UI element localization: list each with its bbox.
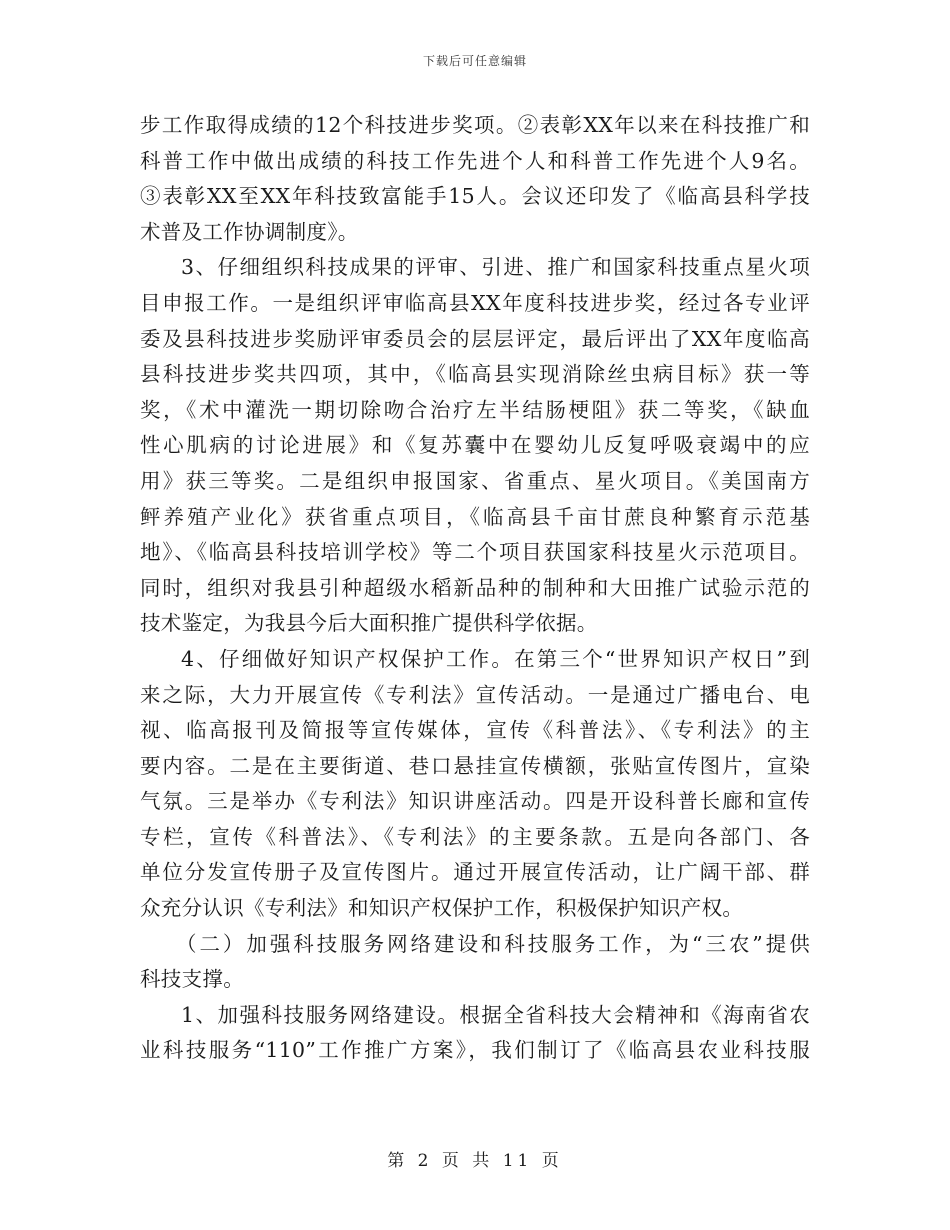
- text-line: 专栏，宣传《科普法》、《专利法》的主要条款。五是向各部门、各: [140, 824, 810, 849]
- text-line: 用》获三等奖。二是组织申报国家、省重点、星火项目。《美国南方: [140, 468, 810, 493]
- text-line: 同时，组织对我县引种超级水稻新品种的制种和大田推广试验示范的: [140, 575, 810, 600]
- text-line: 3、仔细组织科技成果的评审、引进、推广和国家科技重点星火项: [181, 255, 810, 280]
- text-line: 目申报工作。一是组织评审临高县XX年度科技进步奖，经过各专业评: [140, 290, 810, 315]
- text-line: 众充分认识《专利法》和知识产权保护工作，积极保护知识产权。: [140, 896, 744, 921]
- text-line: 技术鉴定，为我县今后大面积推广提供科学依据。: [140, 611, 598, 636]
- text-line: 地》、《临高县科技培训学校》等二个项目获国家科技星火示范项目。: [140, 540, 810, 565]
- text-line: （二）加强科技服务网络建设和科技服务工作，为“三农”提供: [176, 931, 810, 956]
- text-line: 视、临高报刊及简报等宣传媒体，宣传《科普法》、《专利法》的主: [140, 718, 810, 743]
- document-body: [140, 108, 810, 1069]
- text-line: 科技支撑。: [140, 967, 244, 992]
- text-line: 鲆养殖产业化》获省重点项目，《临高县千亩甘蔗良种繁育示范基: [140, 504, 810, 529]
- text-line: 气氛。三是举办《专利法》知识讲座活动。四是开设科普长廊和宣传: [140, 789, 810, 814]
- text-line: 委及县科技进步奖励评审委员会的层层评定，最后评出了XX年度临高: [140, 326, 810, 351]
- page-number-footer: 第 2 页 共 11 页: [387, 1151, 563, 1171]
- text-line: 步工作取得成绩的12个科技进步奖项。②表彰XX年以来在科技推广和: [140, 113, 810, 137]
- text-line: 奖，《术中灌洗一期切除吻合治疗左半结肠梗阻》获二等奖，《缺血: [140, 397, 810, 422]
- text-line: 1、加强科技服务网络建设。根据全省科技大会精神和《海南省农: [181, 1002, 810, 1027]
- text-line: 单位分发宣传册子及宣传图片。通过开展宣传活动，让广阔干部、群: [140, 860, 810, 885]
- text-line: 来之际，大力开展宣传《专利法》宣传活动。一是通过广播电台、电: [140, 682, 810, 707]
- text-line: 4、仔细做好知识产权保护工作。在第三个“世界知识产权日”到: [181, 646, 810, 671]
- text-line: 科普工作中做出成绩的科技工作先进个人和科普工作先进个人9名。: [140, 148, 810, 173]
- text-line: ③表彰XX至XX年科技致富能手15人。会议还印发了《临高县科学技: [140, 184, 810, 209]
- text-line: 要内容。二是在主要街道、巷口悬挂宣传横额，张贴宣传图片，宣染: [140, 753, 810, 778]
- text-line: 性心肌病的讨论进展》和《复苏囊中在婴幼儿反复呼吸衰竭中的应: [140, 433, 810, 458]
- text-line: 业科技服务“110”工作推广方案》，我们制订了《临高县农业科技服: [140, 1038, 810, 1063]
- page-header: 下载后可任意编辑: [422, 54, 527, 68]
- text-line: 县科技进步奖共四项，其中，《临高县实现消除丝虫病目标》获一等: [140, 362, 810, 387]
- text-line: 术普及工作协调制度》。: [140, 219, 359, 244]
